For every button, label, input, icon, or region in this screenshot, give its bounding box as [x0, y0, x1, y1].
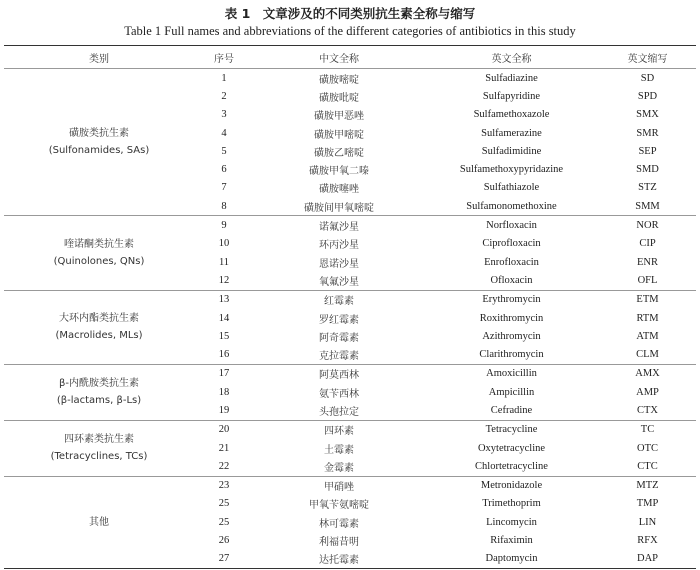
category-name-en: (β-lactams, β-Ls) — [56, 395, 142, 407]
english-name: Roxithromycin — [479, 312, 544, 324]
table-title-en: Table 1 Full names and abbreviations of the different categories of antibiotics in this study — [124, 24, 576, 38]
header-english-name: 英文全称 — [491, 53, 532, 65]
english-name: Oxytetracycline — [477, 442, 546, 454]
english-name: Rifaximin — [490, 535, 533, 547]
row-number: 23 — [194, 476, 254, 495]
row-number: 10 — [218, 238, 230, 250]
row-number: 20 — [194, 420, 254, 439]
abbreviation: AMX — [599, 364, 696, 383]
row-number: 5 — [221, 145, 227, 157]
chinese-name: 磺胺吡啶 — [319, 92, 359, 104]
row-number: 1 — [194, 69, 254, 88]
abbreviation: AMP — [636, 386, 659, 398]
chinese-name: 磺胺嘧啶 — [254, 69, 424, 88]
chinese-name: 阿莫西林 — [254, 364, 424, 383]
abbreviation: CIP — [639, 238, 656, 250]
english-name: Sulfamethoxypyridazine — [459, 164, 564, 176]
row-number: 15 — [218, 330, 230, 342]
abbreviation: RTM — [636, 312, 659, 324]
chinese-name: 磺胺甲恶唑 — [314, 111, 364, 123]
abbreviation: TMP — [636, 498, 659, 510]
row-number: 27 — [194, 550, 254, 569]
chinese-name: 磺胺甲氧二嗪 — [309, 166, 369, 178]
row-number: 9 — [194, 216, 254, 235]
abbreviation: NOR — [599, 216, 696, 235]
chinese-name: 利福昔明 — [319, 537, 359, 549]
abbreviation: SMX — [636, 109, 659, 121]
category-cell — [4, 216, 194, 290]
chinese-name: 氧氟沙星 — [319, 276, 359, 288]
category-name-cn: 磺胺类抗生素 — [69, 128, 129, 140]
header-category: 类别 — [89, 53, 109, 65]
category-name-cn: 四环素类抗生素 — [64, 434, 134, 446]
abbreviation: DAP — [599, 550, 696, 569]
row-number: 18 — [218, 386, 230, 398]
english-name: Ciprofloxacin — [482, 238, 541, 250]
row-number: 8 — [221, 200, 227, 212]
abbreviation: RFX — [637, 535, 658, 547]
header-number: 序号 — [214, 53, 234, 65]
chinese-name: 林可霉素 — [319, 518, 359, 530]
table-row — [4, 69, 696, 88]
abbreviation: SD — [599, 69, 696, 88]
english-name: Chlortetracycline — [475, 460, 548, 472]
chinese-name: 阿奇霉素 — [319, 332, 359, 344]
english-name: Lincomycin — [486, 516, 537, 528]
category-cell — [4, 69, 194, 216]
category-name-en: (Quinolones, QNs) — [53, 255, 145, 267]
category-name-cn: 大环内酯类抗生素 — [59, 313, 139, 325]
chinese-name: 甲氧苄氨嘧啶 — [309, 500, 369, 512]
abbreviation: CLM — [636, 349, 659, 361]
chinese-name: 磺胺噻唑 — [319, 184, 359, 196]
row-number: 25 — [218, 516, 230, 528]
chinese-name: 四环素 — [254, 420, 424, 439]
english-name: Azithromycin — [482, 330, 541, 342]
row-number: 25 — [218, 498, 230, 510]
chinese-name: 金霉素 — [324, 462, 354, 474]
chinese-name: 磺胺甲嘧啶 — [314, 129, 364, 141]
table-row — [4, 476, 696, 495]
english-name: Sulfadiazine — [424, 69, 599, 88]
abbreviation: SMD — [636, 164, 659, 176]
abbreviation: CTC — [637, 460, 658, 472]
abbreviation: ATM — [636, 330, 659, 342]
abbreviation: OFL — [637, 274, 658, 286]
row-number: 19 — [218, 404, 230, 416]
english-name: Sulfadimidine — [481, 145, 542, 157]
chinese-name: 诺氟沙星 — [254, 216, 424, 235]
chinese-name: 达托霉素 — [254, 550, 424, 569]
chinese-name: 甲硝唑 — [254, 476, 424, 495]
category-cell — [4, 364, 194, 420]
table-body — [4, 69, 696, 569]
row-number: 17 — [194, 364, 254, 383]
chinese-name: 环丙沙星 — [319, 240, 359, 252]
category-cell — [4, 420, 194, 476]
chinese-name: 磺胺间甲氧嘧啶 — [304, 202, 374, 214]
row-number: 3 — [221, 109, 227, 121]
chinese-name: 氨苄西林 — [319, 388, 359, 400]
abbreviation: ETM — [599, 290, 696, 309]
english-name: Erythromycin — [424, 290, 599, 309]
chinese-name: 土霉素 — [324, 444, 354, 456]
category-name-en: (Sulfonamides, SAs) — [48, 145, 150, 157]
row-number: 13 — [194, 290, 254, 309]
table-row — [4, 420, 696, 439]
abbreviation: CTX — [637, 404, 658, 416]
abbreviation: STZ — [638, 182, 657, 194]
english-name: Sulfapyridine — [482, 90, 541, 102]
row-number: 12 — [218, 274, 230, 286]
category-name-en: (Macrolides, MLs) — [55, 330, 143, 342]
row-number: 4 — [221, 127, 227, 139]
english-name: Sulfathiazole — [483, 182, 540, 194]
abbreviation: MTZ — [599, 476, 696, 495]
abbreviation: OTC — [637, 442, 658, 454]
row-number: 7 — [221, 182, 227, 194]
category-name-cn: 其他 — [89, 516, 109, 528]
category-cell — [4, 290, 194, 364]
category-name-cn: 喹诺酮类抗生素 — [64, 238, 134, 250]
chinese-name: 磺胺乙嘧啶 — [314, 147, 364, 159]
english-name: Amoxicillin — [424, 364, 599, 383]
abbreviation: SMR — [636, 127, 659, 139]
chinese-name: 头孢拉定 — [319, 406, 359, 418]
abbreviation: LIN — [638, 516, 657, 528]
abbreviation: SPD — [637, 90, 658, 102]
english-name: Cefradine — [490, 404, 533, 416]
category-name-en: (Tetracyclines, TCs) — [50, 451, 148, 463]
abbreviation: ENR — [637, 256, 658, 268]
category-name-cn: β-内酰胺类抗生素 — [59, 378, 139, 390]
abbreviation: TC — [599, 420, 696, 439]
row-number: 21 — [218, 442, 230, 454]
english-name: Tetracycline — [424, 420, 599, 439]
english-name: Daptomycin — [424, 550, 599, 569]
table-row — [4, 216, 696, 235]
header-chinese-name: 中文全称 — [319, 53, 359, 65]
english-name: Sulfamethoxazole — [473, 109, 550, 121]
antibiotics-table — [4, 45, 696, 569]
chinese-name: 克拉霉素 — [319, 351, 359, 363]
table-row — [4, 364, 696, 383]
abbreviation: SEP — [638, 145, 657, 157]
english-name: Ampicillin — [488, 386, 535, 398]
row-number: 11 — [218, 256, 230, 268]
english-name: Enrofloxacin — [484, 256, 539, 268]
english-name: Metronidazole — [424, 476, 599, 495]
row-number: 2 — [221, 90, 227, 102]
chinese-name: 红霉素 — [254, 290, 424, 309]
header-row — [4, 46, 696, 69]
english-name: Ofloxacin — [490, 274, 533, 286]
category-cell — [4, 476, 194, 568]
row-number: 6 — [221, 164, 227, 176]
english-name: Sulfamerazine — [481, 127, 542, 139]
table-title-cn: 表 1 文章涉及的不同类别抗生素全称与缩写 — [224, 6, 476, 21]
english-name: Norfloxacin — [424, 216, 599, 235]
row-number: 14 — [218, 312, 230, 324]
english-name: Sulfamonomethoxine — [466, 200, 557, 212]
table-row — [4, 290, 696, 309]
row-number: 16 — [218, 349, 230, 361]
header-abbreviation: 英文缩写 — [627, 53, 668, 65]
english-name: Clarithromycin — [479, 349, 544, 361]
row-number: 26 — [218, 535, 230, 547]
chinese-name: 罗红霉素 — [319, 314, 359, 326]
row-number: 22 — [218, 460, 230, 472]
english-name: Trimethoprim — [482, 498, 541, 510]
chinese-name: 恩诺沙星 — [319, 258, 359, 270]
abbreviation: SMM — [635, 200, 660, 212]
